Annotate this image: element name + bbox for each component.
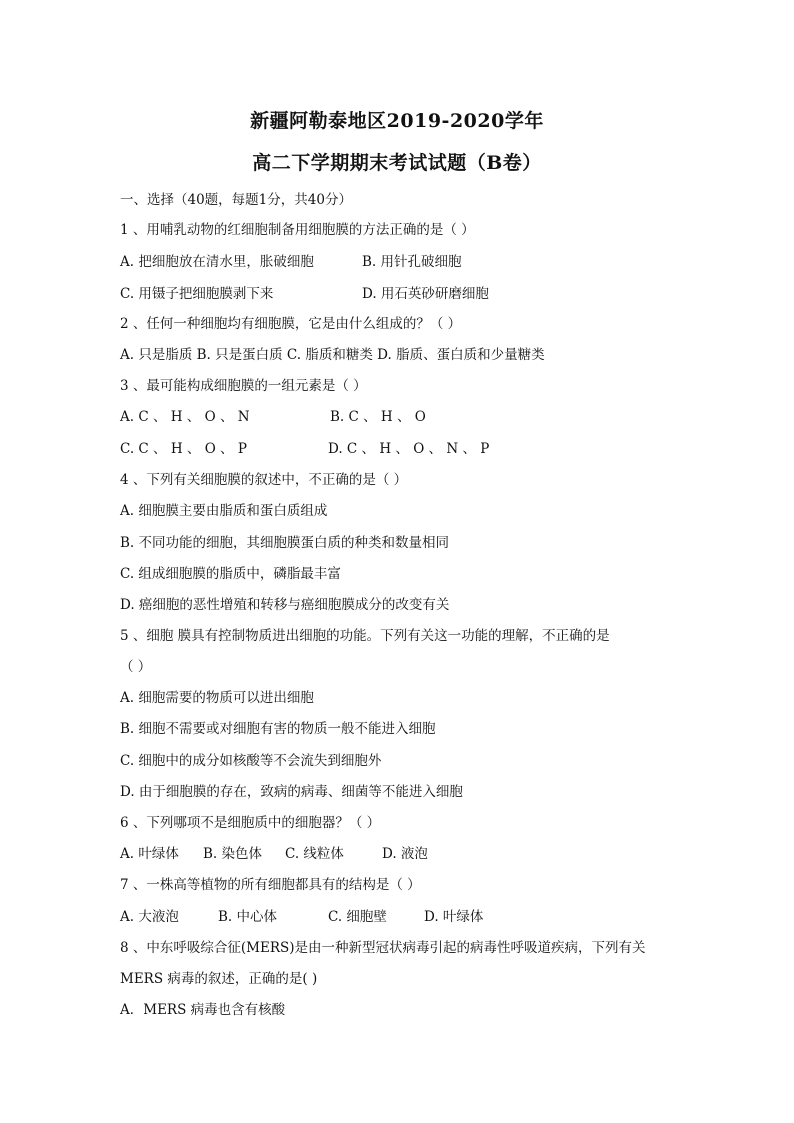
- question-1-option-c: C. 用镊子把细胞膜剥下来: [120, 286, 274, 302]
- question-7-option-b: B. 中心体: [218, 909, 278, 925]
- exam-title-line2: 高二下学期期末考试试题（B卷）: [252, 152, 542, 174]
- question-6-option-c: C. 线粒体: [285, 846, 344, 862]
- question-3-option-b: B. C 、 H 、 O: [330, 409, 426, 425]
- question-5-stem-cont: （ ）: [120, 659, 152, 675]
- question-4-option-d: D. 癌细胞的恶性增殖和转移与癌细胞膜成分的改变有关: [120, 597, 450, 613]
- question-1-option-b: B. 用针孔破细胞: [362, 254, 462, 270]
- question-3-option-c: C. C 、 H 、 O 、 P: [120, 441, 247, 457]
- question-4-stem: 4 、下列有关细胞膜的叙述中，不正确的是（ ）: [120, 472, 408, 488]
- question-5-option-d: D. 由于细胞膜的存在，致病的病毒、细菌等不能进入细胞: [120, 784, 463, 800]
- question-7-option-d: D. 叶绿体: [424, 909, 484, 925]
- question-5-option-a: A. 细胞需要的物质可以进出细胞: [120, 690, 314, 706]
- question-5-option-b: B. 细胞不需要或对细胞有害的物质一般不能进入细胞: [120, 721, 436, 737]
- question-2-options: A. 只是脂质 B. 只是蛋白质 C. 脂质和糖类 D. 脂质、蛋白质和少量糖类: [120, 347, 545, 363]
- question-6-option-d: D. 液泡: [382, 846, 428, 862]
- question-1-stem: 1 、用哺乳动物的红细胞制备用细胞膜的方法正确的是（ ）: [120, 222, 475, 238]
- section-heading: 一、选择（40题，每题1分，共40分）: [120, 192, 352, 208]
- question-7-stem: 7 、一株高等植物的所有细胞都具有的结构是（ ）: [120, 877, 421, 893]
- question-4-option-b: B. 不同功能的细胞，其细胞膜蛋白质的种类和数量相同: [120, 535, 450, 551]
- question-2-stem: 2 、任何一种细胞均有细胞膜，它是由什么组成的？（ ）: [120, 316, 462, 332]
- question-3-option-d: D. C 、 H 、 O 、 N 、 P: [328, 441, 490, 457]
- question-1-option-a: A. 把细胞放在清水里，胀破细胞: [120, 254, 314, 270]
- question-7-option-a: A. 大液泡: [120, 909, 179, 925]
- question-1-option-d: D. 用石英砂研磨细胞: [362, 286, 489, 302]
- question-5-stem: 5 、细胞 膜具有控制物质进出细胞的功能。下列有关这一功能的理解，不正确的是: [120, 628, 610, 644]
- question-3-stem: 3 、最可能构成细胞膜的一组元素是（ ）: [120, 378, 367, 394]
- question-6-option-a: A. 叶绿体: [120, 846, 179, 862]
- question-5-option-c: C. 细胞中的成分如核酸等不会流失到细胞外: [120, 753, 382, 769]
- question-6-option-b: B. 染色体: [203, 846, 263, 862]
- question-4-option-c: C. 组成细胞膜的脂质中，磷脂最丰富: [120, 566, 341, 582]
- question-8-stem: 8 、中东呼吸综合征(MERS)是由一种新型冠状病毒引起的病毒性呼吸道疾病，下列有关: [120, 940, 646, 956]
- question-8-stem-cont: MERS 病毒的叙述，正确的是( ): [120, 971, 318, 987]
- question-3-option-a: A. C 、 H 、 O 、 N: [120, 409, 250, 425]
- question-6-stem: 6 、下列哪项不是细胞质中的细胞器？（ ）: [120, 815, 381, 831]
- question-7-option-c: C. 细胞壁: [328, 909, 387, 925]
- question-8-option-a: A．MERS 病毒也含有核酸: [120, 1002, 286, 1018]
- exam-title-line1: 新疆阿勒泰地区2019-2020学年: [250, 110, 544, 132]
- question-4-option-a: A. 细胞膜主要由脂质和蛋白质组成: [120, 503, 328, 519]
